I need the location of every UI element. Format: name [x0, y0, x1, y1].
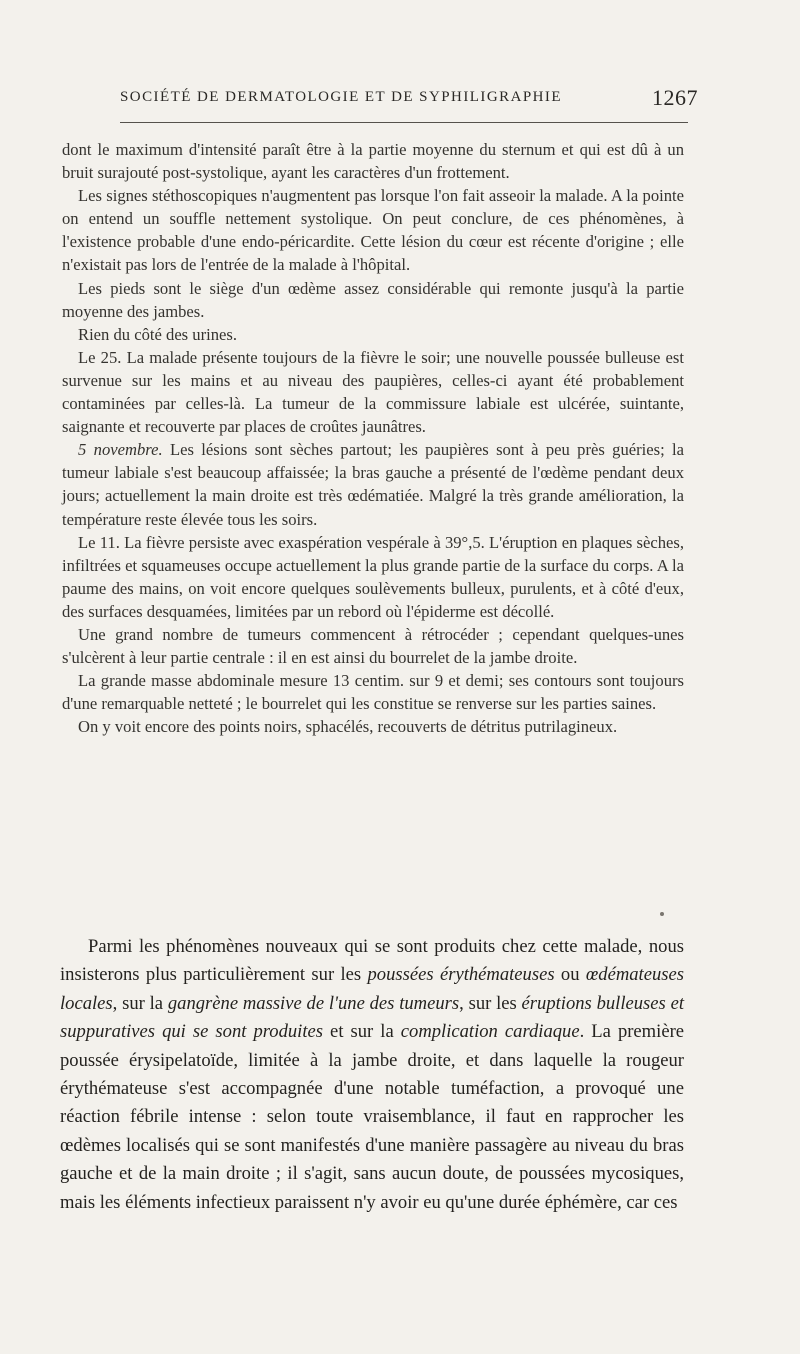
- paragraph: Le 11. La fièvre persiste avec exaspération vespérale à 39°,5. L'éruption en plaques sèches, infiltrées et squameuses occupe actuellement la plus grande partie de la surface du corps. A la paume des mains, on voit encore quelques soulèvements bulleux, purulents, et à côté d'eux, des surfaces desquamées, limitées par un rebord où l'épiderme est décollé.: [62, 532, 684, 621]
- ink-dot: [660, 912, 664, 916]
- paragraph: Le 25. La malade présente toujours de la fièvre le soir; une nouvelle poussée bulleuse est survenue sur les mains et au niveau des paupières, celles-ci ayant été probablement contaminées par celles-là. La tumeur de la commissure labiale est ulcérée, suintante, saignante et recouverte par places de croûtes jaunâtres.: [62, 347, 684, 437]
- italic-term: éruptions bulleuses et suppuratives qui se sont produites: [60, 992, 684, 1043]
- italic-term: œdémateuses locales: [60, 964, 684, 1014]
- paragraph: Une grand nombre de tumeurs commencent à rétrocéder ; cependant quelques-unes s'ulcèrent à leur partie centrale : il en est ainsi du bourrelet de la jambe droite.: [62, 624, 684, 668]
- italic-term: gangrène massive de l'une des tumeurs: [167, 992, 460, 1014]
- paragraph: Les pieds sont le siège d'un œdème assez considérable qui remonte jusqu'à la partie moyenne des jambes.: [62, 278, 684, 321]
- case-notes: [62, 138, 684, 738]
- paragraph: [62, 438, 684, 530]
- text-run: et sur la: [323, 1021, 401, 1043]
- paragraph: [60, 933, 684, 1217]
- paragraph-text: Les lésions sont sèches partout; les paupières sont à peu près guéries; la tumeur labiale s'est beaucoup affaissée; la bras gauche a présenté de l'œdème pendant deux jours; actuellement la main droite est très œdématiée. Malgré la très grande amélioration, la température reste élevée tous les soirs.: [62, 440, 685, 529]
- italic-term: complication cardiaque: [400, 1021, 580, 1043]
- text-run: , sur la: [112, 992, 168, 1014]
- date-label: 5 novembre.: [78, 440, 163, 460]
- commentary: [60, 933, 684, 1217]
- text-run: . La première poussée érysipelatoïde, limitée à la jambe droite, et dans laquelle la rougeur érythémateuse s'est accompagnée d'une notable tuméfaction, a provoqué une réaction fébrile intense : selon toute vraisemblance, il faut en rapprocher les œdèmes localisés qui se sont manifestés d'une manière passagère au niveau du bras gauche et de la main droite ; il s'agit, sans aucun doute, de poussées mycosiques, mais les éléments infectieux paraissent n'y avoir eu qu'une durée éphémère, car ces: [60, 1021, 685, 1213]
- page-number: 1267: [652, 85, 698, 110]
- paragraph: La grande masse abdominale mesure 13 centim. sur 9 et demi; ses contours sont toujours d'une remarquable netteté ; le bourrelet qui les constitue se renverse sur les parties saines.: [62, 671, 684, 714]
- text-run: , sur les: [459, 992, 522, 1014]
- header-rule: [120, 122, 688, 123]
- paragraph: Les signes stéthoscopiques n'augmentent pas lorsque l'on fait asseoir la malade. A la pointe on entend un souffle nettement systolique. On peut conclure, de ces phénomènes, à l'existence probable d'une endo-péricardite. Cette lésion du cœur est récente d'origine ; elle n'existait pas lors de l'entrée de la malade à l'hôpital.: [62, 186, 684, 275]
- text-run: ou: [554, 964, 586, 986]
- italic-term: poussées érythémateuses: [367, 964, 555, 986]
- text-run: Parmi les phénomènes nouveaux qui se sont produits chez cette malade, nous insisterons plus particulièrement sur les: [60, 936, 684, 986]
- running-head: SOCIÉTÉ DE DERMATOLOGIE ET DE SYPHILIGRAPHIE: [120, 89, 562, 105]
- page-header: [118, 85, 698, 115]
- paragraph: On y voit encore des points noirs, sphacélés, recouverts de détritus putrilagineux.: [78, 717, 618, 737]
- paragraph: dont le maximum d'intensité paraît être à la partie moyenne du sternum et qui est dû à un bruit surajouté post-systolique, ayant les caractères d'un frottement.: [62, 140, 684, 183]
- paragraph: Rien du côté des urines.: [78, 324, 237, 344]
